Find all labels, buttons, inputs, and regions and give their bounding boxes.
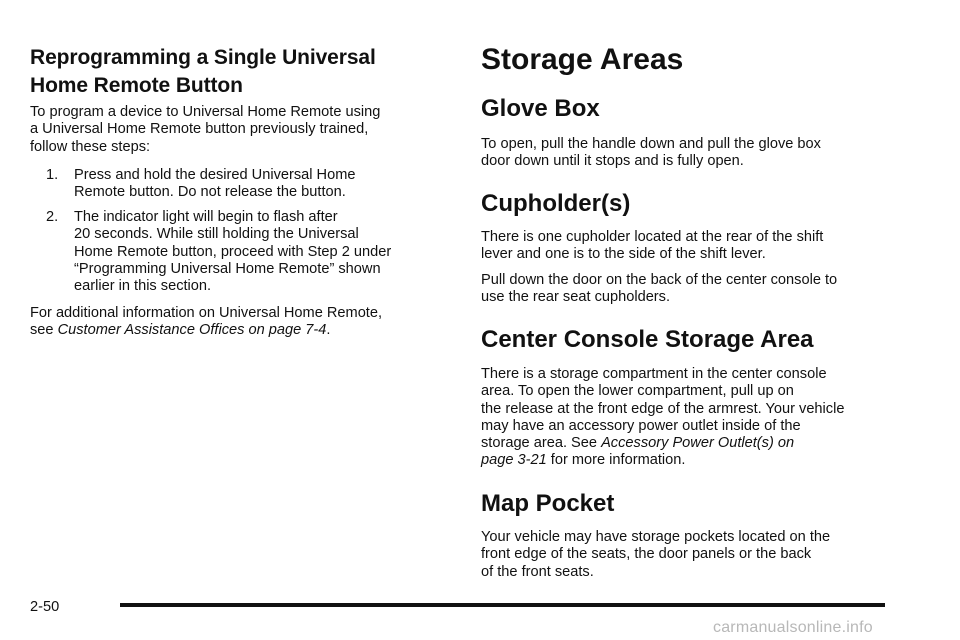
section-heading-reprogramming	[30, 44, 376, 100]
step-number: 2.	[46, 209, 59, 225]
cupholders-paragraph-1	[481, 229, 823, 264]
page-number: 2-50	[30, 599, 60, 615]
intro-paragraph	[30, 104, 380, 156]
text-line: storage area. See	[481, 435, 602, 452]
cross-reference-link-page: page 3-21	[481, 452, 547, 469]
map-pocket-paragraph	[481, 529, 830, 581]
footer-divider	[120, 603, 885, 607]
text-line: 20 seconds. While still holding the Universal	[74, 226, 359, 243]
section-heading-center-console: Center Console Storage Area	[481, 326, 814, 353]
step-text	[74, 209, 391, 295]
text-line: For additional information on Universal Home Remote,	[30, 305, 383, 321]
heading-line-2: Home Remote Button	[30, 74, 243, 97]
text-line: There is one cupholder located at the rear of the shift	[481, 229, 824, 245]
text-line: a Universal Home Remote button previously trained,	[30, 121, 369, 138]
cross-reference-link: Customer Assistance Offices on page 7-4	[57, 322, 327, 339]
text-see: see	[30, 322, 58, 339]
text-line: area. To open the lower compartment, pull up on	[481, 383, 794, 400]
text-line: “Programming Universal Home Remote” shown	[74, 260, 381, 277]
center-console-paragraph	[481, 366, 844, 470]
text-line: Home Remote button, proceed with Step 2 under	[74, 243, 392, 260]
heading-line-1: Reprogramming a Single Universal	[30, 46, 376, 69]
text-line: To program a device to Universal Home Remote using	[30, 104, 381, 120]
text-line: Press and hold the desired Universal Home	[74, 167, 356, 183]
text-line: lever and one is to the side of the shift lever.	[481, 246, 766, 263]
text-line: The indicator light will begin to flash after	[74, 209, 338, 225]
text-line: of the front seats.	[481, 563, 594, 580]
text-line: use the rear seat cupholders.	[481, 289, 671, 306]
text-period: .	[326, 322, 331, 339]
text-line: Remote button. Do not release the button.	[74, 184, 346, 201]
watermark: carmanualsonline.info	[713, 619, 873, 636]
glove-box-paragraph	[481, 136, 821, 171]
cupholders-paragraph-2	[481, 272, 837, 307]
text-line: follow these steps:	[30, 138, 151, 155]
additional-info-paragraph	[30, 305, 382, 340]
text-line: front edge of the seats, the door panels or the back	[481, 546, 812, 563]
section-heading-cupholders: Cupholder(s)	[481, 190, 631, 217]
step-text	[74, 167, 355, 202]
step-number: 1.	[46, 167, 59, 183]
text-line: earlier in this section.	[74, 278, 212, 295]
cross-reference-link: Accessory Power Outlet(s) on	[601, 435, 795, 452]
main-heading-storage-areas: Storage Areas	[481, 43, 684, 76]
text-line: To open, pull the handle down and pull the glove box	[481, 136, 821, 152]
text-line: the release at the front edge of the armrest. Your vehicle	[481, 400, 845, 417]
section-heading-glove-box: Glove Box	[481, 95, 600, 122]
text-line: Pull down the door on the back of the center console to	[481, 272, 838, 288]
text-line: for more information.	[546, 452, 686, 469]
text-line: There is a storage compartment in the center console	[481, 366, 827, 382]
text-line: Your vehicle may have storage pockets located on the	[481, 529, 831, 545]
text-line: door down until it stops and is fully open.	[481, 153, 744, 170]
section-heading-map-pocket: Map Pocket	[481, 490, 615, 517]
text-line: may have an accessory power outlet inside of the	[481, 417, 801, 434]
